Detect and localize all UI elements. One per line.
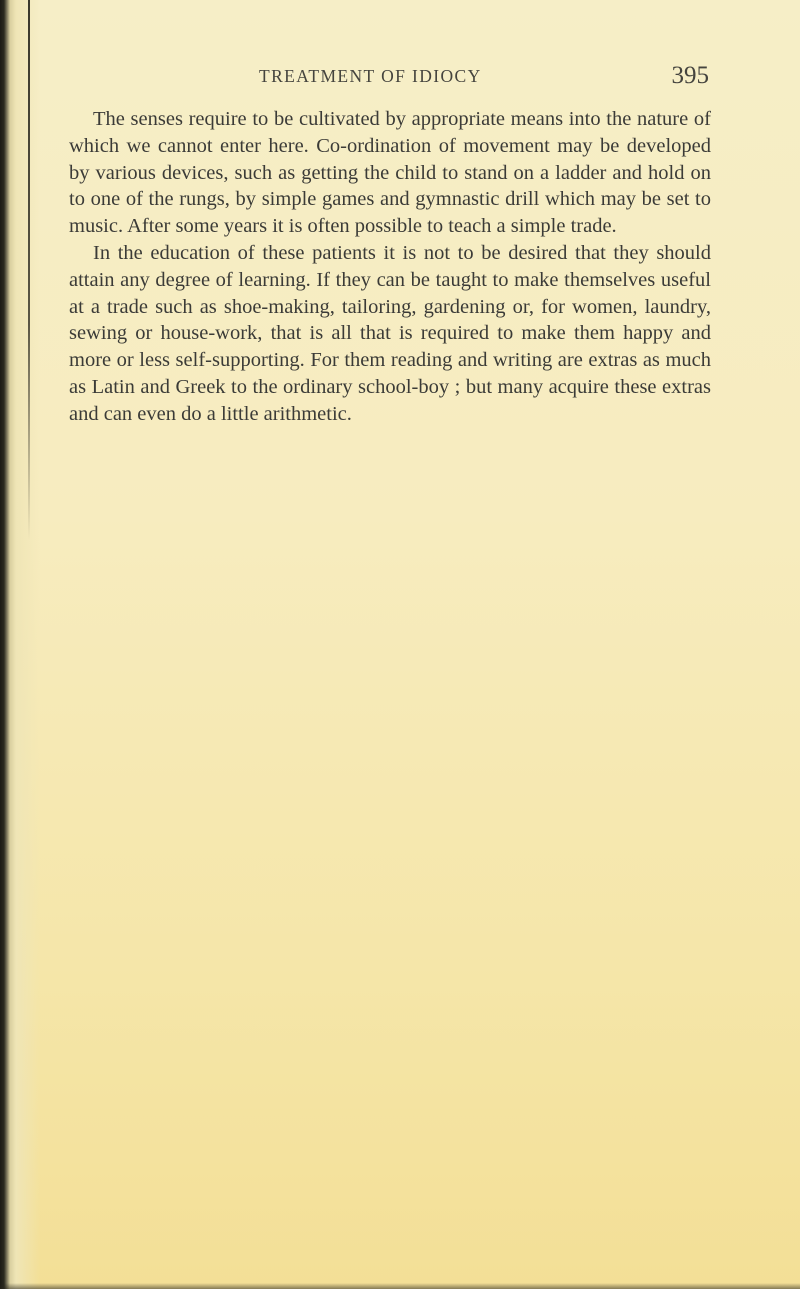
- paragraph: In the education of these patients it is not to be desired that they should attain any degree of learning. If they can be taught to make themselves useful at a trade such as shoe-making, tailoring, gardening or, for women, laundry, sewing or house-work, that is all that is required to make them happy and more or less self-supporting. For them reading and writing are extras as much as Latin and Greek to the ordinary school-boy ; but many acquire these extras and can even do a little arithmetic.: [69, 241, 711, 425]
- page-binding-line: [28, 0, 30, 540]
- page-binding-shadow: [0, 0, 40, 1289]
- running-head: [259, 62, 709, 94]
- paragraph: The senses require to be cultivated by appropriate means into the nature of which we cannot enter here. Co-ordination of movement may be developed by various devices, such as getting the child to stand on a ladder and hold on to one of the rungs, by simple games and gymnastic drill which may be set to music. After some years it is often possible to teach a simple trade.: [69, 108, 711, 238]
- page-number: 395: [671, 62, 709, 89]
- running-head-title: TREATMENT OF IDIOCY: [259, 66, 482, 86]
- page-bottom-shadow: [0, 1283, 800, 1289]
- body-text: [69, 106, 711, 428]
